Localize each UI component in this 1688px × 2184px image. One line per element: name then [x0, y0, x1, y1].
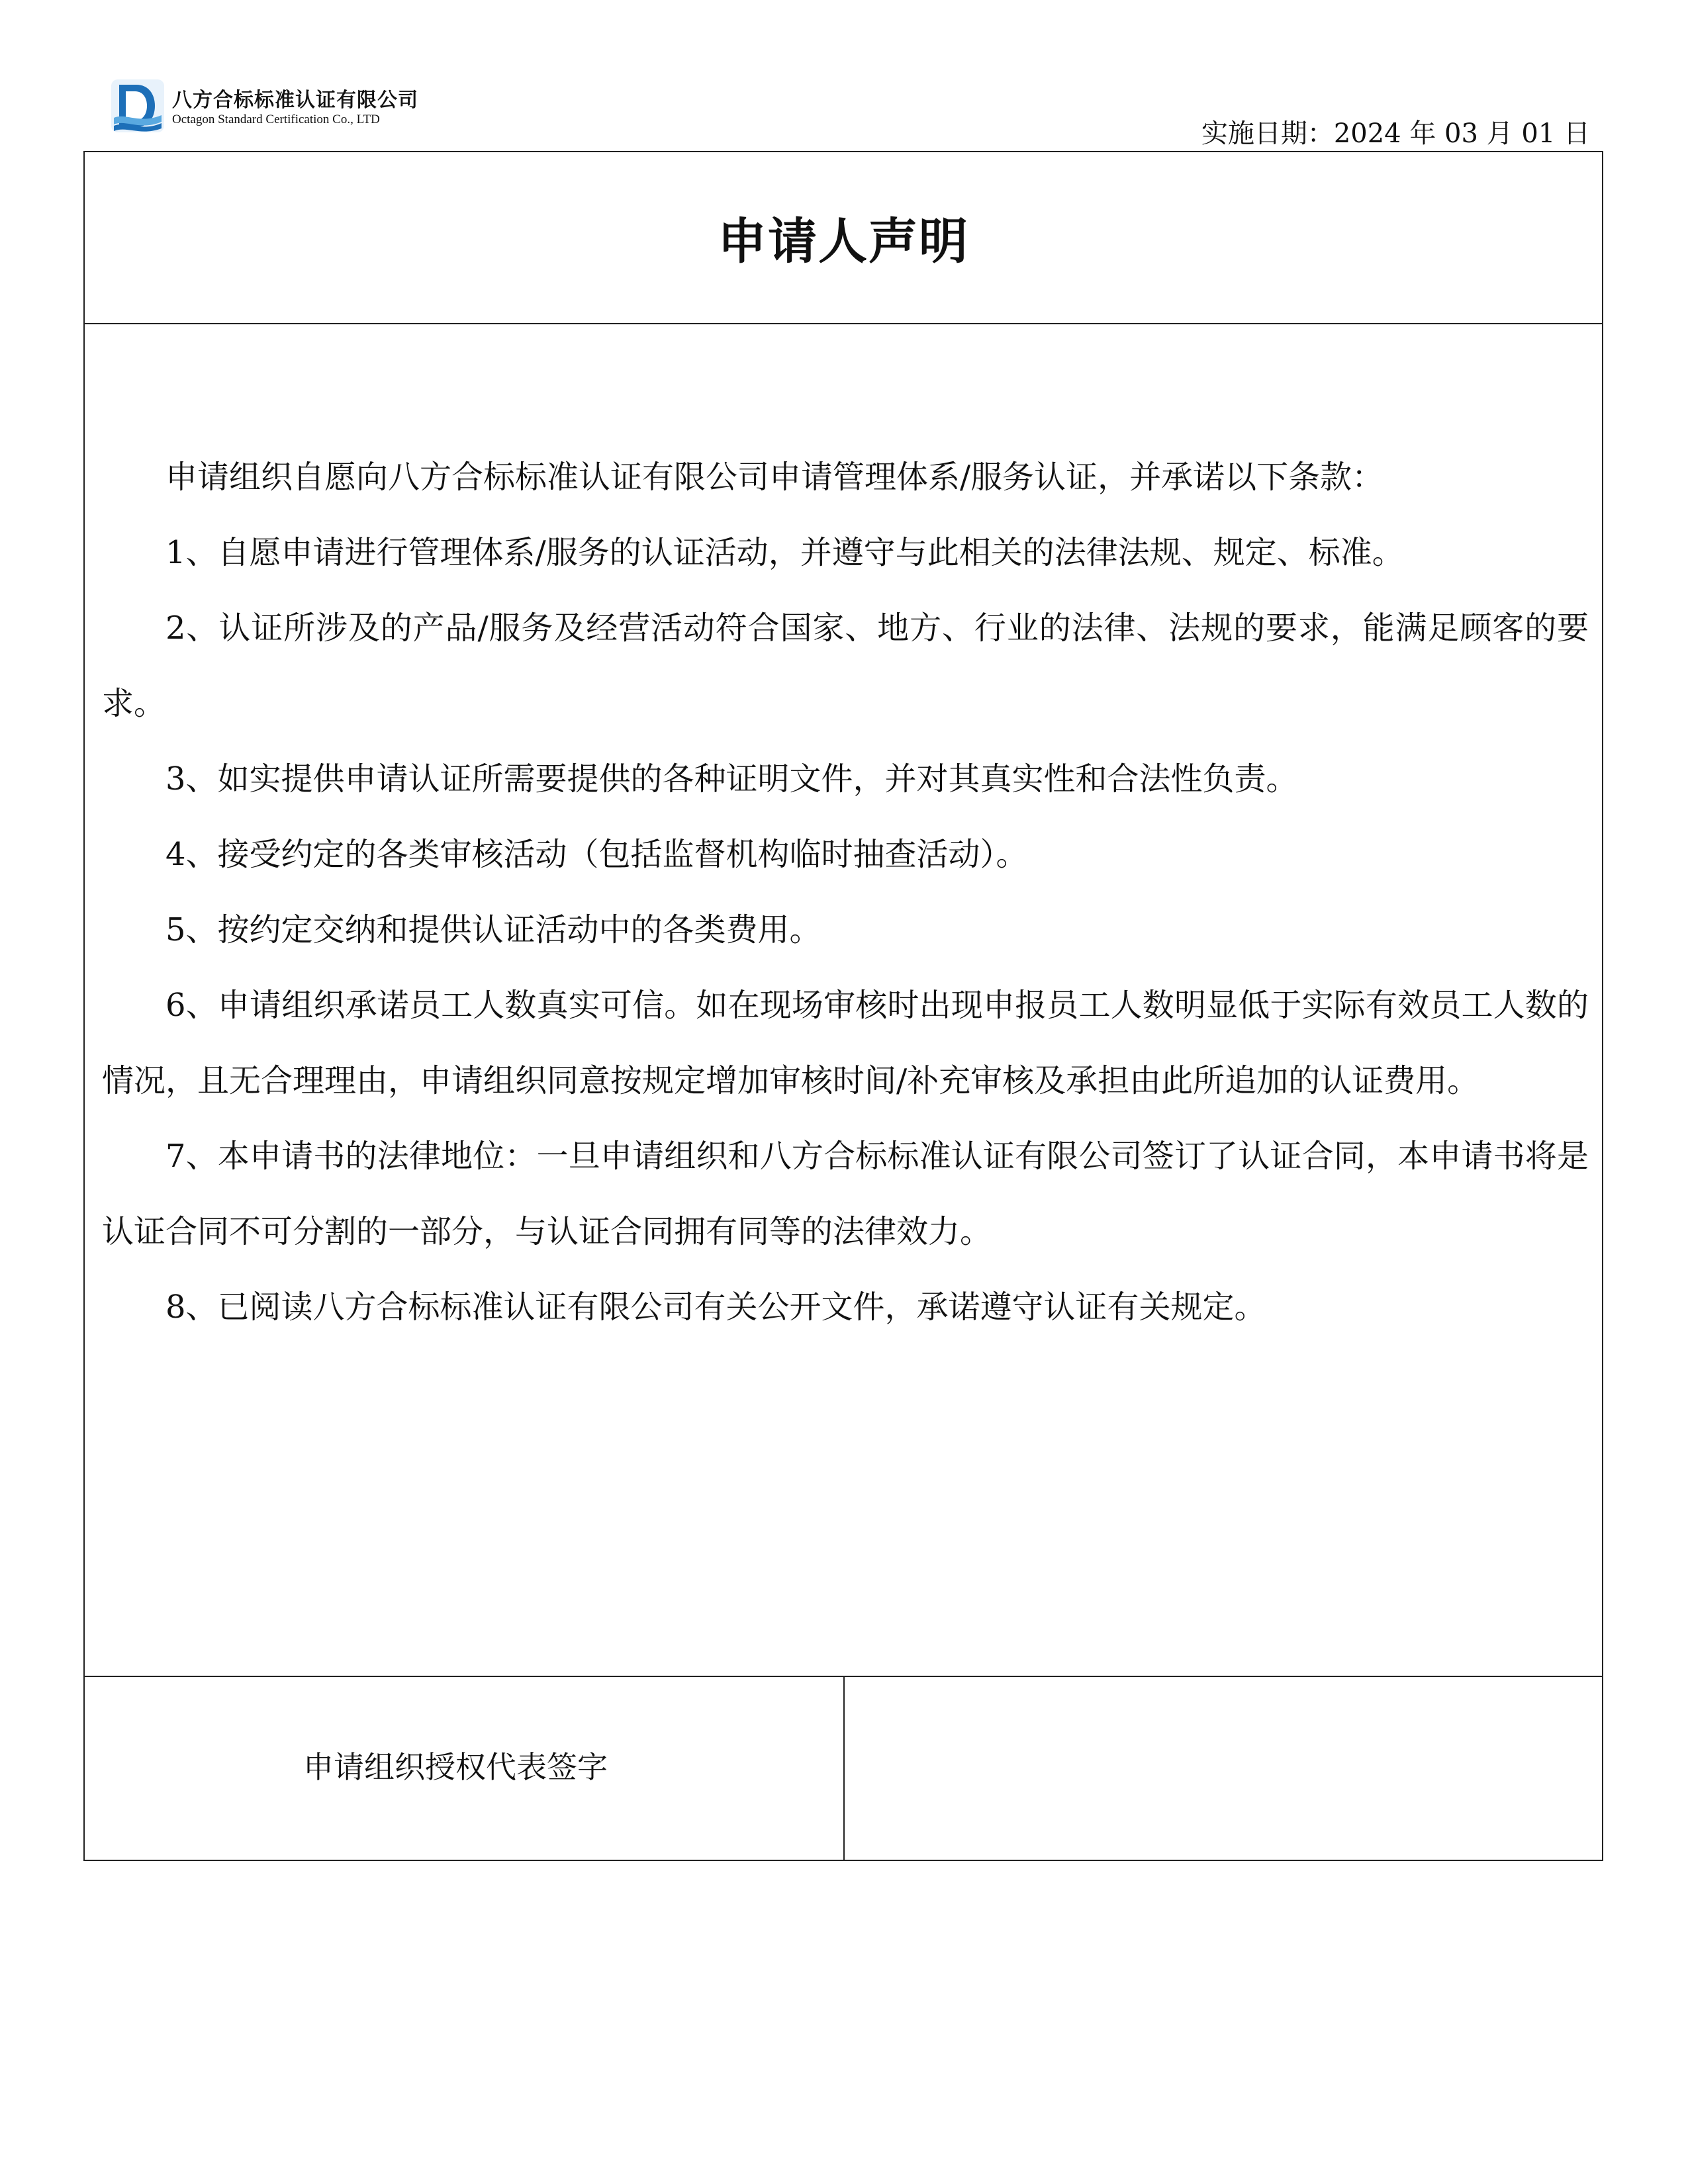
company-logo-icon — [110, 78, 165, 135]
declaration-item-4: 4、接受约定的各类审核活动（包括监督机构临时抽查活动）。 — [165, 836, 1028, 873]
signature-field[interactable] — [845, 1677, 1602, 1860]
declaration-item-7: 7、本申请书的法律地位：一旦申请组织和八方合标标准认证有限公司签订了认证合同，本申请书将是认证合同不可分割的一部分，与认证合同拥有同等的法律效力。 — [102, 1138, 1589, 1250]
signature-label: 申请组织授权代表签字 — [303, 1749, 608, 1785]
title-row — [85, 152, 1602, 324]
declaration-intro: 申请组织自愿向八方合标标准认证有限公司申请管理体系/服务认证，并承诺以下条款： — [165, 459, 1384, 496]
declaration-item-3: 3、如实提供申请认证所需要提供的各种证明文件，并对其真实性和合法性负责。 — [165, 760, 1298, 797]
declaration-item-2: 2、认证所涉及的产品/服务及经营活动符合国家、地方、行业的法律、法规的要求，能满足顾客的要求。 — [102, 610, 1589, 722]
page-title: 申请人声明 — [718, 213, 969, 270]
declaration-item-1: 1、自愿申请进行管理体系/服务的认证活动，并遵守与此相关的法律法规、规定、标准。 — [165, 534, 1404, 571]
declaration-form — [83, 151, 1603, 1861]
company-name-en: Octagon Standard Certification Co., LTD — [172, 113, 380, 126]
declaration-item-5: 5、按约定交纳和提供认证活动中的各类费用。 — [165, 911, 821, 948]
company-name-cn: 八方合标标准认证有限公司 — [172, 89, 418, 112]
declaration-item-8: 8、已阅读八方合标标准认证有限公司有关公开文件，承诺遵守认证有关规定。 — [165, 1289, 1266, 1326]
signature-label-cell — [85, 1677, 845, 1860]
declaration-body — [85, 324, 1602, 1677]
signature-row — [85, 1677, 1602, 1860]
company-logo — [110, 78, 454, 138]
implementation-date: 实施日期：2024 年 03 月 01 日 — [1201, 118, 1590, 149]
declaration-item-6: 6、申请组织承诺员工人数真实可信。如在现场审核时出现申报员工人数明显低于实际有效员工人数的情况，且无合理理由，申请组织同意按规定增加审核时间/补充审核及承担由此所追加的认证费用。 — [102, 987, 1589, 1099]
